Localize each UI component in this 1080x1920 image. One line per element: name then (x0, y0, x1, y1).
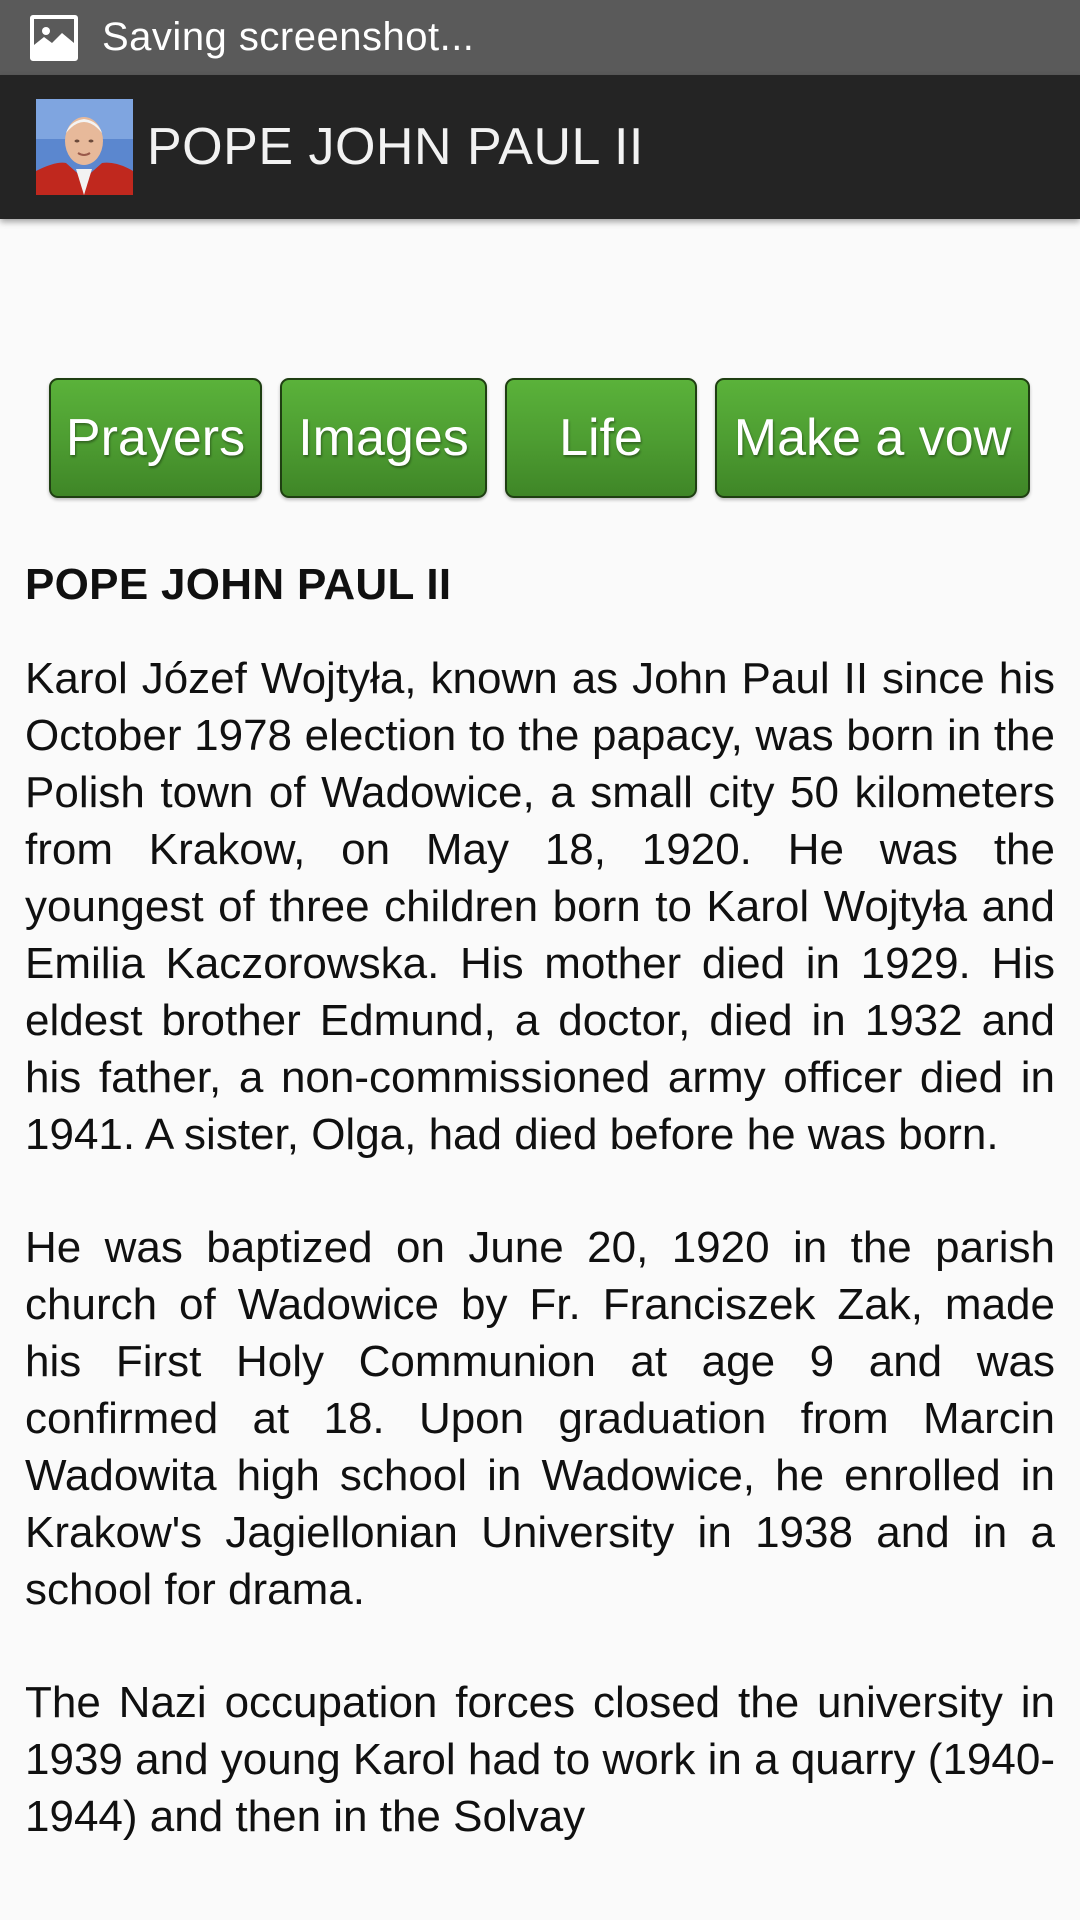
article-heading: POPE JOHN PAUL II (25, 560, 452, 609)
life-button[interactable]: Life (505, 378, 697, 498)
article-paragraph: He was baptized on June 20, 1920 in the parish church of Wadowice by Fr. Franciszek Zak, made his First Holy Communion at age 9 and was confirmed at 18. Upon graduation from Marcin Wadowita high school in Wadowice, he enrolled in Krakow's Jagiellonian University in 1938 and in a school for drama. (25, 1223, 1055, 1614)
article-paragraph: Karol Józef Wojtyła, known as John Paul II since his October 1978 election to the papacy, was born in the Polish town of Wadowice, a small city 50 kilometers from Krakow, on May 18, 1920. He was the youngest of three children born to Karol Wojtyła and Emilia Kaczorowska. His mother died in 1929. His eldest brother Edmund, a doctor, died in 1932 and his father, a non-commissioned army officer died in 1941. A sister, Olga, had died before he was born. (25, 654, 1055, 1159)
status-notification-text: Saving screenshot... (102, 15, 475, 59)
action-bar (0, 75, 1080, 219)
nav-button-row (0, 378, 1080, 498)
app-portrait-icon[interactable] (36, 99, 133, 195)
article-content (25, 560, 1055, 1901)
make-a-vow-button[interactable]: Make a vow (715, 378, 1030, 498)
status-bar (0, 0, 1080, 75)
article-paragraph: The Nazi occupation forces closed the university in 1939 and young Karol had to work in a quarry (1940-1944) and then in the Solvay (25, 1678, 1055, 1841)
app-title: POPE JOHN PAUL II (147, 118, 644, 176)
prayers-button[interactable]: Prayers (49, 378, 262, 498)
image-icon (30, 15, 78, 61)
images-button[interactable]: Images (280, 378, 487, 498)
